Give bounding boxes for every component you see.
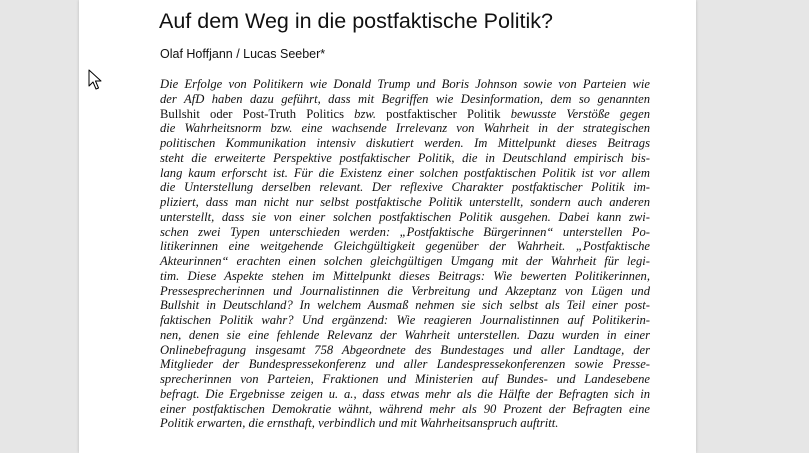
abstract-text: unterstellt, dass sie von einer solchen postfaktischen Politik ausgehen. Dabei kann zwi- bbox=[160, 209, 650, 224]
abstract-text: Politik erwarten, die ernsthaft, verbindlich und mit Wahrheitsanspruch auftritt. bbox=[160, 416, 559, 431]
abstract-line bbox=[160, 328, 650, 343]
abstract-text: steht die erweiterte Perspektive postfaktischer Politik, die in Deutschland empirisch bis- bbox=[160, 150, 650, 165]
abstract-line bbox=[160, 121, 650, 136]
abstract-text: die Wahrheitsnorm bzw. eine wachsende Irrelevanz von Wahrheit in der strategischen bbox=[160, 121, 650, 136]
abstract-term: postfaktischer Politik bbox=[386, 106, 501, 121]
abstract-text: befragt. Die Ergebnisse zeigen u. a., dass etwas mehr als die Hälfte der Befragten sich in bbox=[160, 386, 650, 401]
abstract-text: Bullshit in Deutschland? In welchem Ausmaß nehmen sie sich selbst als Teil einer post- bbox=[160, 298, 650, 313]
abstract-line bbox=[160, 254, 650, 269]
abstract-line bbox=[160, 136, 650, 151]
abstract-text: litikerinnen eine weitgehende Gleichgültigkeit gegenüber der Wahrheit. „Postfaktische bbox=[160, 239, 650, 254]
article-authors: Olaf Hoffjann / Lucas Seeber* bbox=[160, 47, 326, 61]
abstract-text: Mitglieder der Bundespressekonferenz und aller Landespressekonferenzen sowie Presse- bbox=[160, 357, 650, 372]
abstract-text: lang kaum erforscht ist. Für die Existenz einer solchen postfaktischen Politik ist vor allem bbox=[160, 165, 650, 180]
abstract-text: der AfD haben dazu geführt, dass mit Begriffen wie Desinformation, dem so genannten bbox=[160, 91, 650, 106]
document-page bbox=[79, 0, 696, 453]
abstract-line bbox=[160, 284, 650, 299]
abstract-text: einer postfaktischen Demokratie wähnt, während mehr als 90 Prozent der Befragten eine bbox=[160, 401, 650, 416]
abstract-line bbox=[160, 92, 650, 107]
abstract-line bbox=[160, 269, 650, 284]
abstract-text: Die Erfolge von Politikern wie Donald Trump und Boris Johnson sowie von Parteien wie bbox=[160, 77, 650, 91]
abstract-line bbox=[160, 195, 650, 210]
abstract-text: bewusste Verstöße gegen bbox=[500, 106, 650, 121]
abstract-text: bzw. bbox=[344, 106, 387, 121]
abstract-line bbox=[160, 239, 650, 254]
article-title: Auf dem Weg in die postfaktische Politik? bbox=[159, 9, 553, 33]
abstract-line bbox=[160, 343, 650, 358]
abstract-text: nen, denen sie eine fehlende Relevanz der Wahrheit unterstellen. Dazu wurden in einer bbox=[160, 327, 650, 342]
abstract-text: die Unterstellung derselben relevant. Der reflexive Charakter postfaktischer Politik im- bbox=[160, 180, 650, 195]
abstract-line bbox=[160, 225, 650, 240]
abstract-line bbox=[160, 387, 650, 402]
abstract-text: schen zwei Typen unterschieden werden: „Postfaktische Bürgerinnen“ unterstellen Po- bbox=[160, 224, 650, 239]
abstract-text: Akteurinnen“ erachten einen solchen gleichgültigen Umgang mit der Wahrheit für legi- bbox=[160, 254, 650, 268]
abstract-line bbox=[160, 210, 650, 225]
abstract-line bbox=[160, 180, 650, 195]
abstract-line bbox=[160, 166, 650, 181]
abstract-text: tim. Diese Aspekte stehen im Mittelpunkt dieses Beitrags: Wie bewerten Politikerinnen, bbox=[160, 268, 650, 283]
abstract-line bbox=[160, 416, 650, 431]
abstract-line bbox=[160, 298, 650, 313]
abstract-line bbox=[160, 372, 650, 387]
article-abstract bbox=[160, 77, 650, 431]
abstract-line bbox=[160, 313, 650, 328]
abstract-line bbox=[160, 107, 650, 122]
abstract-term: Bullshit oder Post-Truth Politics bbox=[160, 106, 344, 121]
abstract-line bbox=[160, 151, 650, 166]
abstract-text: pliziert, dass man nicht nur selbst postfaktische Politik unterstellt, sondern auch anderen bbox=[160, 195, 650, 209]
abstract-text: faktischen Politik wahr? Und ergänzend: Wie reagieren Journalistinnen auf Politikerin- bbox=[160, 313, 650, 327]
abstract-text: Onlinebefragung insgesamt 758 Abgeordnete des Bundestages und aller Landtage, der bbox=[160, 342, 650, 357]
abstract-text: sprecherinnen von Parteien, Fraktionen und Ministerien auf Bundes- und Landesebene bbox=[160, 372, 650, 386]
abstract-line bbox=[160, 77, 650, 92]
abstract-line bbox=[160, 357, 650, 372]
abstract-line bbox=[160, 402, 650, 417]
abstract-text: Pressesprecherinnen und Journalistinnen die Verbreitung und Akzeptanz von Lügen und bbox=[160, 283, 650, 298]
abstract-text: politischen Kommunikation intensiv diskutiert werden. Im Mittelpunkt dieses Beitrags bbox=[160, 136, 650, 150]
